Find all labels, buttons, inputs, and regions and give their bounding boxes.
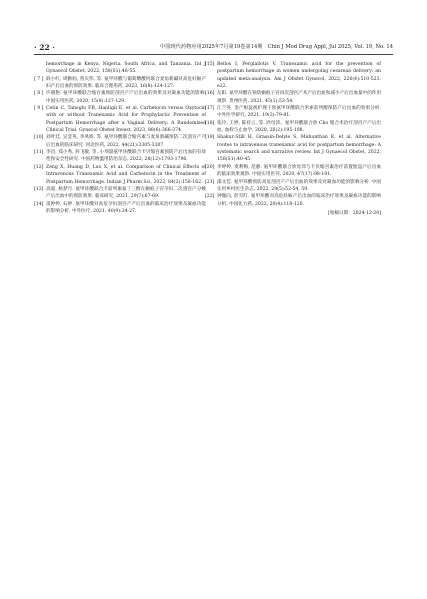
reference-item xyxy=(34,164,206,186)
references-right-column xyxy=(205,61,381,222)
reference-number: [13] xyxy=(34,186,44,192)
running-header xyxy=(34,42,393,53)
reference-item xyxy=(34,90,206,105)
reference-item xyxy=(205,105,381,120)
reference-number: [17] xyxy=(205,106,215,112)
reference-text: 高爱, 杨梦月. 氨甲环酸联合卡前列素氨丁三醇在瘢痕子宫孕妇二次剖宫产分娩产后出血中的预防效果. 临床研究, 2021, 29(7):67-69. xyxy=(46,186,206,200)
reference-text: 雷婷婷, 石婷. 氨甲环酸对高危孕妇剖宫产产后出血的临床治疗效果及凝血功能的影响分析. 中外医疗, 2021, 40(9):24-27. xyxy=(46,201,206,214)
reference-item xyxy=(205,90,381,105)
reference-item xyxy=(205,193,381,208)
reference-number: [ 9 ] xyxy=(34,106,44,112)
reference-text: 岳阳. 氨甲环酸在预防瘢痕子宫再次剖宫产术产后出血和减少产后出血量中的作用观察. 贵州医药, 2021, 45(1):53-54. xyxy=(217,91,381,104)
page-number: · 22 · xyxy=(34,43,55,52)
reference-item xyxy=(34,76,206,91)
reference-text: Cetin C, Tanoglu FB, Hanligil E, et al. Carbetocin versus Oxytocin with or without Tranexamic Acid for Prophylactic Prevention of Postpartum Hemorrhage after a Vaginal Delivery: A Randomized Clinical Trial. Gynecol Obstet Invest, 2023, 88(6):366-374. xyxy=(46,106,206,134)
reference-item xyxy=(34,186,206,201)
reference-text: Zeng X, Huang D, Luo X, et al. Comparison of Clinical Effects of Intravenous Tranexamic Acid and Carbetocin in the Treatment of Postpartum Hemorrhage. Indian J Pharm Sci, 2022, 84(2):158-162. xyxy=(46,164,206,185)
reference-number: [20] xyxy=(205,164,215,170)
reference-number: [22] xyxy=(205,194,215,200)
reference-text: 江兰英. 金产根蕊视护理干预氨甲环酸联合米索前列醇预防产后出血的效果分析. 中外医学研究, 2021, 19(3):79-81. xyxy=(217,106,381,119)
reference-number: [21] xyxy=(205,179,215,185)
reference-text: 李婷婷, 麦利梅, 范静. 氨甲环酸联合欣母沛与卡贝缩宫素治疗前置胎盘产后出血的临床效果观察. 中国实用医刊, 2020, 47(17):98-101. xyxy=(217,164,381,178)
reference-item xyxy=(34,201,206,216)
reference-text: Bellos I, Pergialiotis V. Tranexamic acid for the prevention of postpartum hemorrhage in women undergoing cesarean delivery: an updated meta-analysis. Am J Obstet Gynecol, 2022, 226(4):510-523. e22. xyxy=(217,62,381,90)
reference-item xyxy=(205,179,381,194)
reference-number: [16] xyxy=(205,91,215,97)
reference-item xyxy=(205,61,381,90)
reference-number: [18] xyxy=(205,120,215,126)
reference-number: [ 7 ] xyxy=(34,76,44,82)
reference-number: [15] xyxy=(205,62,215,67)
reference-text: 李昌, 郑小秀, 何飞敏, 等. 小剂量氨甲环酸联合卡贝缩宫素预防产后出血的有效性和安全性研究. 中国药物滥用防治杂志, 2022, 28(12):1793-1796. xyxy=(46,150,206,163)
received-date: [收稿日期：2024-12-20] xyxy=(327,210,381,216)
reference-number: [ 8 ] xyxy=(34,91,44,97)
reference-item xyxy=(205,134,381,163)
reference-item xyxy=(34,134,206,149)
reference-text: 刘叶廷, 吴莹英, 李凤娇, 等. 氨甲环酸联合缩宫素与麦角新碱预防二次剖宫产产后出血的临床研究. 河北医药, 2022, 44(21):3305-3307. xyxy=(46,135,206,148)
reference-number: [10] xyxy=(34,135,44,141)
references-left-column xyxy=(34,61,206,215)
reference-item xyxy=(205,164,381,179)
reference-item xyxy=(34,105,206,134)
reference-number: [11] xyxy=(34,150,44,156)
reference-number: [14] xyxy=(34,201,44,207)
header-rule xyxy=(34,54,393,55)
reference-number: [12] xyxy=(34,164,44,170)
reference-text: 钟微向, 彭雪红. 氨甲环酸对高危妊娠产后出血的临床治疗效果及凝血功能的影响分析. 中国化方药, 2022, 20(4):118-120. xyxy=(217,194,381,207)
reference-text: 邵文佳. 氨甲环酸预防高危剖宫产产后出血的效果及对凝血功能的影响分析. 中国实用乡村医生杂志, 2022, 29(5):52-54, 59. xyxy=(217,179,381,192)
reference-text: 许晓艳. 氨甲环酸联合缩宫素预防剖宫产产后出血的效果及对凝血功能的影响. 中国实用医药, 2020, 15(8):127-129. xyxy=(46,91,206,104)
journal-citation: 中国现代药物应用2025年7月第19卷第14期 Chin J Mod Drug Appl, Jul 2025, Vol. 19, No. 14 xyxy=(160,44,393,50)
reference-continuation: hemorrhage in Kenya, Nigeria, South Africa, and Tanzania. Int J Gynaecol Obstet, 2022, 158(S1):46-55. xyxy=(46,62,206,75)
reference-number: [19] xyxy=(205,135,215,141)
reference-item xyxy=(34,149,206,164)
reference-text: Shakur-Still H, Grassin-Delyle S, Muhunthan K, et al. Alternative routes to intravenous tranexamic acid for postpartum hemorrhage: A systematic search and narrative review. Int J Gynaecol Obstet, 2022, 158(S1):40-45. xyxy=(217,135,381,163)
reference-item xyxy=(205,120,381,135)
reference-text: 张玲, 王婷, 陈祥云, 等. 欣母沛、氨甲环酸联合欣 Cho 缝合术治疗剖宫产产后出血. 血栓与止血学, 2020, 26(2):195-198. xyxy=(217,120,381,134)
reference-text: 薛小红, 周勤仙, 曾庆伟, 等. 氨甲环酸与葡萄糖酸钙联合麦角新碱对高危妊娠产妇产后出血的预防效果. 临床合理用药, 2023, 16(8):124-127. xyxy=(46,76,206,90)
